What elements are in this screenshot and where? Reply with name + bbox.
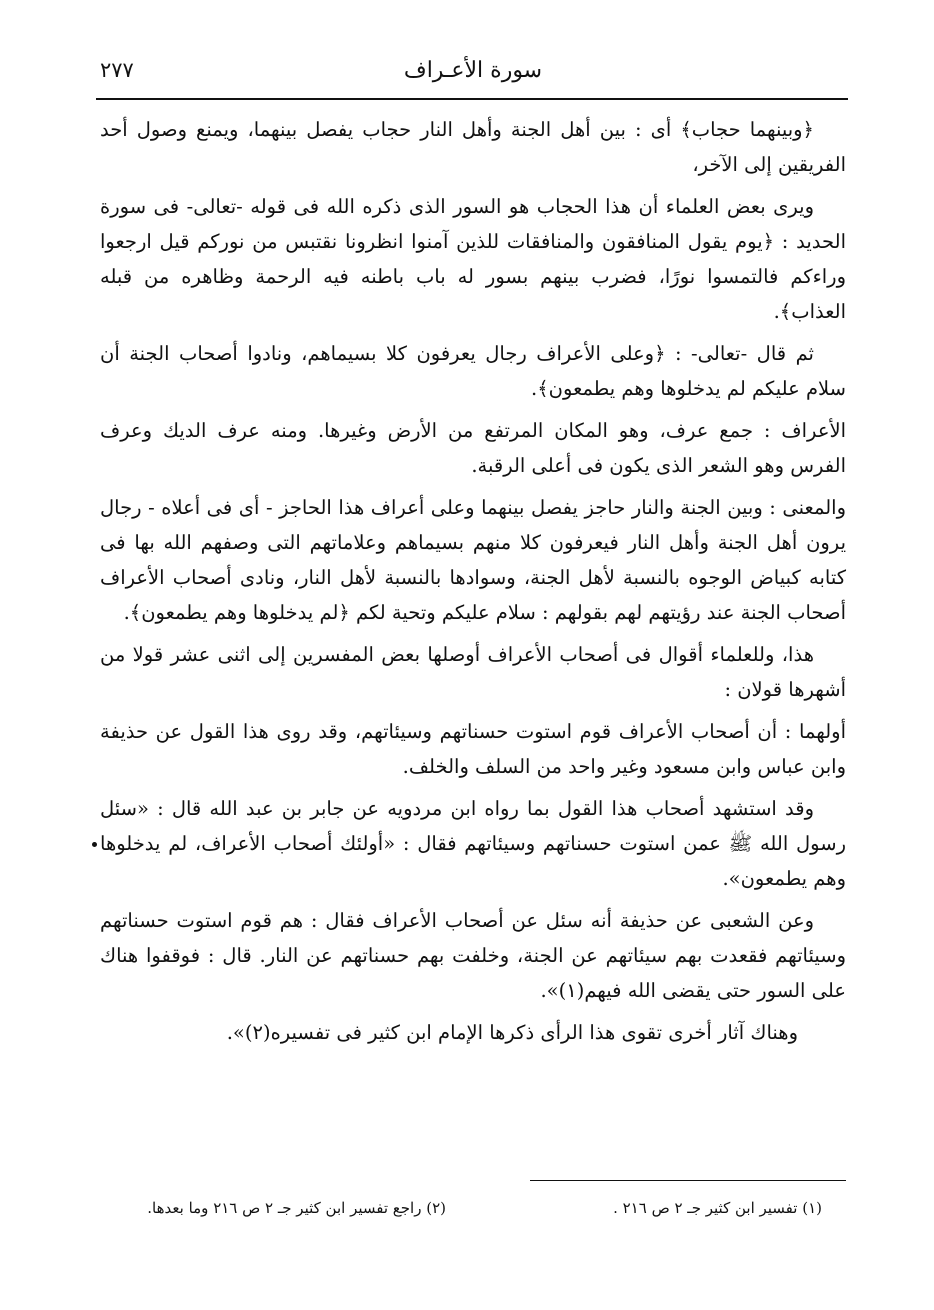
paragraph-ibn-mardawayh: وقد استشهد أصحاب هذا القول بما رواه ابن مردويه عن جابر بن عبد الله قال : «سئل رسول الله ﷺ عمن استوت حسناتهم وسيئاتهم فقال : «أولئك أصحاب الأعراف، لم يدخلوها وهم يطمعون».: [100, 797, 846, 890]
paragraph-aaraf-definition: الأعراف : جمع عرف، وهو المكان المرتفع من الأرض وغيرها. ومنه عرف الديك وعرف الفرس وهو الشعر الذى يكون فى أعلى الرقبة.: [100, 419, 846, 477]
paragraph-shaabi: وعن الشعبى عن حذيفة أنه سئل عن أصحاب الأعراف فقال : هم قوم استوت حسناتهم وسيئاتهم فقعدت بهم سيئاتهم عن الجنة، وخلفت بهم حسناتهم عن النار. قال : فوقفوا هناك على السور حتى يقضى الله فيهم(١)».: [100, 909, 846, 1002]
paragraph-meaning: والمعنى : وبين الجنة والنار حاجز يفصل بينهما وعلى أعراف هذا الحاجز - أى فى أعلاه - رجال يرون أهل الجنة وأهل النار فيعرفون كلا منهم بسيماهم وعلاماتهم التى وصفهم الله بها فى كتابه كبياض الوجوه بالنسبة لأهل الجنة، وسوادها بالنسبة لأهل النار، ونادى أصحاب الأعراف أصحاب الجنة عند رؤيتهم لهم بقولهم : سلام عليكم وتحية لكم ﴿لم يدخلوها وهم يطمعون﴾.: [100, 496, 846, 624]
surah-title: سورة الأعـراف: [403, 58, 543, 83]
footnote-2: (٢) راجع تفسير ابن كثير جـ ٢ ص ٢١٦ وما بعدها.: [147, 1199, 446, 1217]
paragraph-other-reports: وهناك آثار أخرى تقوى هذا الرأى ذكرها الإمام ابن كثير فى تفسيره(٢)».: [226, 1021, 798, 1044]
footnote-1: (١) تفسير ابن كثير جـ ٢ ص ٢١٦ .: [613, 1199, 822, 1217]
paragraph-scholars-opinions: هذا، وللعلماء أقوال فى أصحاب الأعراف أوصلها بعض المفسرين إلى اثنى عشر قولا من أشهرها قولان :: [100, 643, 846, 701]
header-divider: [96, 98, 848, 100]
footnote-divider: [530, 1180, 846, 1181]
page-body: [100, 112, 846, 1057]
footnotes: [100, 1193, 846, 1223]
paragraph-ala-aaraf: ثم قال -تعالى- : ﴿وعلى الأعراف رجال يعرفون كلا بسيماهم، ونادوا أصحاب الجنة أن سلام عليكم لم يدخلوها وهم يطمعون﴾.: [100, 342, 846, 400]
paragraph-first-opinion: أولهما : أن أصحاب الأعراف قوم استوت حسناتهم وسيئاتهم، وقد روى هذا القول عن حذيفة وابن عباس وابن مسعود وغير واحد من السلف والخلف.: [100, 720, 846, 778]
margin-dot: [92, 842, 97, 847]
page-number: ٢٧٧: [100, 58, 134, 82]
paragraph-hijab: ﴿وبينهما حجاب﴾ أى : بين أهل الجنة وأهل النار حجاب يفصل بينهما، ويمنع وصول أحد الفريقين إلى الآخر،: [100, 118, 846, 176]
paragraph-sur-hadid: ويرى بعض العلماء أن هذا الحجاب هو السور الذى ذكره الله فى قوله -تعالى- فى سورة الحديد : ﴿يوم يقول المنافقون والمنافقات للذين آمنوا انظرونا نقتبس من نوركم قيل ارجعوا وراءكم فالتمسوا نورًا، فضرب بينهم بسور له باب باطنه فيه الرحمة وظاهره من قبله العذاب﴾.: [100, 195, 846, 323]
running-header: [100, 52, 846, 92]
